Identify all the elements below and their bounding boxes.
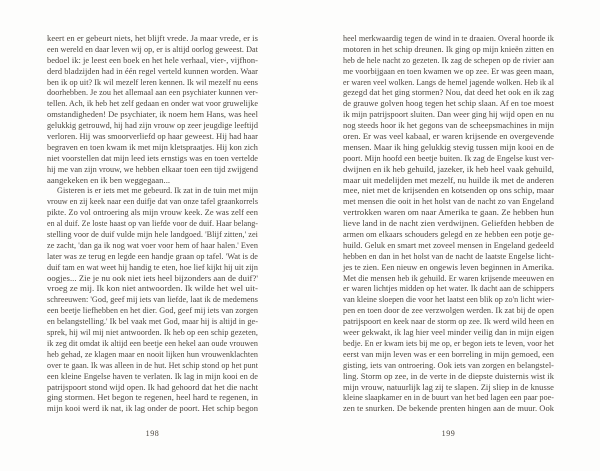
text-line: pikte. Zo vol ontroering als mijn vrouw keek. Ze was zelf een <box>47 207 258 218</box>
text-line: een wereld en daar leven wij op, er is altijd oorlog geweest. Dat <box>47 43 258 54</box>
text-line: tellen. Ach, ik heb het zelf gedaan en onder wat voor gruwelijke <box>47 98 258 109</box>
text-line: zen te snurken. De bekende prenten hingen aan de muur. Ook <box>343 403 554 414</box>
book-page-right <box>343 33 554 453</box>
text-line: mijn vrouw, natuurlijk lag zij te slapen. Zij sliep in de knusse <box>343 381 554 392</box>
text-line: heel merkwaardig tegen de wind in te draaien. Overal hoorde ik <box>343 33 554 43</box>
text-line: omstandigheden! De psychiater, ik noem hem Hans, was heel <box>47 109 258 120</box>
text-line: vrouw en zij keek naar een duifje dat van onze tafel graankorrels <box>47 196 258 207</box>
text-line: keert en er gebeurt niets, het blijft vrede. Ja maar vrede, er is <box>47 33 258 43</box>
text-line: met mensen die ooit in het holst van de nacht zo van Engeland <box>343 196 554 207</box>
text-line: jes te zien. Een nieuw en ongewis leven beginnen in Amerika. <box>343 261 554 272</box>
text-line: een kleine Engelse haven te verlaten. Ik lag in mijn kooi en de <box>47 370 258 381</box>
text-line: en belangstelling.' Ik bel vaak met God, maar hij is altijd in ge- <box>47 316 258 327</box>
page-number-right: 199 <box>441 429 456 438</box>
text-line: aangekeken en ik ben weggegaan... <box>47 174 171 185</box>
text-line: gezegd dat het ging stormen? Nou, dat deed het ook en ik zag <box>343 87 554 98</box>
text-line: Met die mensen heb ik gehuild. Er waren krijsende meeuwen en <box>343 272 554 283</box>
text-line: bedje. En er kwam iets bij me op, er begon iets te leven, voor het <box>343 337 554 348</box>
text-line: patrijspoort stond wijd open. Ik had gehoord dat het die nacht <box>47 381 258 392</box>
text-line: nog steeds hoor ik het gegons van de scheepsmachines in mijn <box>343 120 554 131</box>
text-line: begraven en toen kwam ik met mijn kletspraatjes. Hij kon zich <box>47 141 258 152</box>
text-line: hij me van zijn vrouw, we hebben elkaar toen een tijd zwijgend <box>47 163 258 174</box>
page-text-right <box>343 33 554 414</box>
text-line: lieve land in de nacht zien verdwijnen. Geliefden hebben de <box>343 218 554 229</box>
text-line: dwijnen en ik heb gehuild, jazeker, ik heb heel vaak gehuild, <box>343 163 554 174</box>
text-line: er waren veel wolken. Langs de hemel jagende wolken. Heb ik al <box>343 76 554 87</box>
text-line: oren. Er was veel kabaal, er waren krijsende en overgevende <box>343 131 554 142</box>
text-line: heb gehad, ze klagen maar en nooit lijken hun vrouwenklachten <box>47 348 258 359</box>
text-line: hebben en dan in het holst van de nacht de laatste Engelse licht- <box>343 250 554 261</box>
text-line: weer gekwakt, ik lag hier veel minder veilig dan in mijn eigen <box>343 327 554 338</box>
text-line: mijn kooi werd ik nat, ik lag onder de poort. Het schip begon <box>47 403 258 414</box>
text-line: ik zeg dit omdat ik altijd een beetje een hekel aan oude vrouwen <box>47 337 258 348</box>
text-line: vroeg ze mij. Ik kon niet antwoorden. Ik wilde het wel uit- <box>47 283 258 294</box>
text-line: pen en toen door de zee verzwolgen werden. Ik zat bij de open <box>343 305 554 316</box>
text-line: ling. Storm op zee, in de verte in de diepste duisternis wist ik <box>343 370 554 381</box>
text-line: gisting, iets van ontroering. Ook iets van zorgen en belangstel- <box>343 359 554 370</box>
page-text-left <box>47 33 258 414</box>
text-line: schreeuwen: 'God, geef mij iets van liefde, laat ik de medemens <box>47 294 258 305</box>
text-line: er waren lichtjes midden op het water. Ik dacht aan de schippers <box>343 283 554 294</box>
text-line: ik mijn patrijspoort sluiten. Dan weer ging hij wijd open en nu <box>343 109 554 120</box>
text-line: mee, niet met de krijsenden en kotsenden op ons schip, maar <box>343 185 554 196</box>
text-line: ze zacht, 'dan ga ik nog wat voer voor hem of haar halen.' Even <box>47 239 258 250</box>
text-line: heb de hele nacht zo gezeten. Ik zag de schepen op de rivier aan <box>343 54 554 65</box>
text-line: sprek, hij wil mij niet antwoorden. Ik heb op een schip gezeten, <box>47 327 258 338</box>
text-line: een beetje liefhebben en het dier. God, geef mij iets van zorgen <box>47 305 258 316</box>
text-line: derd bladzijden had in één regel verteld kunnen worden. Waar <box>47 65 258 76</box>
text-line: huild. Geluk en smart met zoveel mensen in Engeland gedeeld <box>343 239 554 250</box>
text-line: mensen. Maar ik hing gelukkig stevig tussen mijn kooi en de <box>343 141 554 152</box>
text-line: maar uit medelijden met mezelf, nu huilde ik met de anderen <box>343 174 554 185</box>
page-number-left: 198 <box>145 429 160 438</box>
text-line: en al duif. Ze loste haast op van liefde voor de duif. Haar belang- <box>47 218 258 229</box>
text-line: me voorbijgaan en toen kwamen we op zee. Er was geen maan, <box>343 65 554 76</box>
text-line: poort. Mijn hoofd een beetje buiten. Ik zag de Engelse kust ver- <box>343 152 554 163</box>
text-line: motoren in het schip dreunen. Ik ging op mijn knieën zitten en <box>343 43 554 54</box>
text-line: niet voorstellen dat mijn leed iets ernstigs was en toen vertelde <box>47 152 258 163</box>
text-line: duif tam en wat weet hij handig te eten, hoe lief kijkt hij uit zijn <box>47 261 258 272</box>
text-line: patrijspoort en keek naar de storm op zee. Ik werd wild heen en <box>343 316 554 327</box>
text-line: de grauwe golven hoog tegen het schip slaan. Af en toe moest <box>343 98 554 109</box>
text-line: verloren. Hij was smoorverliefd op haar geweest. Hij had haar <box>47 131 258 142</box>
text-line: stelling voor de duif vulde mijn hele landgoed. 'Blijf zitten,' zei <box>47 229 258 240</box>
text-line: kleine slaapkamer en in de buurt van het bed lagen een paar poe- <box>343 392 554 403</box>
text-line: ging stormen. Het begon te regenen, heel hard te regenen, in <box>47 392 258 403</box>
text-line: bedoel ik: je leest een boek en het hele verhaal, vier-, vijfhon- <box>47 54 258 65</box>
text-line: doorhebben. Je zou het allemaal aan een psychiater kunnen ver- <box>47 87 258 98</box>
text-line: over te gaan. Ik was alleen in de hut. Het schip stond op het punt <box>47 359 258 370</box>
book-page-left <box>47 33 258 453</box>
text-line: eerst van mijn leven was er een borreling in mijn gemoed, een <box>343 348 554 359</box>
text-line: armen om elkaars schouders gelegd en ze hebben een potje ge- <box>343 229 554 240</box>
text-line: vertrokken waren om naar Amerika te gaan. Ze hebben hun <box>343 207 554 218</box>
text-line: later was ze terug en legde een handje graan op tafel. 'Wat is de <box>47 250 258 261</box>
text-line: van kleine sloepen die voor het laatst een blik op zo'n licht wier- <box>343 294 554 305</box>
text-line: oogjes... Zie je nu ook niet iets heel bijzonders aan de duif?' <box>47 272 258 283</box>
text-line: ben ik op uit? Ik wil mezelf leren kennen. Ik wil mezelf nu eens <box>47 76 258 87</box>
text-line: gelukkig getrouwd, hij had zijn vrouw op zeer jeugdige leeftijd <box>47 120 258 131</box>
text-line: Gisteren is er iets met me gebeurd. Ik zat in de tuin met mijn <box>57 185 258 196</box>
